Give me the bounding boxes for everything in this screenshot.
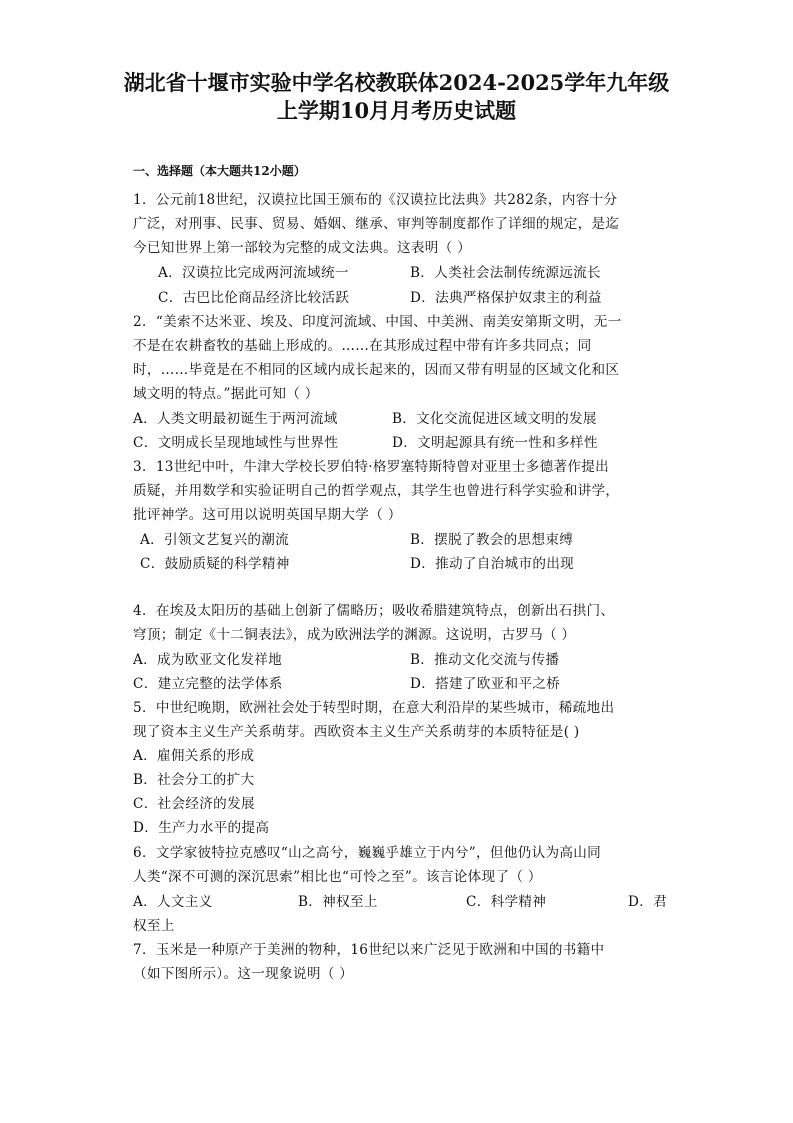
q4-option-b: B．推动文化交流与传播 [410, 652, 560, 668]
q5-line: 5．中世纪晚期，欧洲社会处于转型时期，在意大利沿岸的某些城市，稀疏地出 [133, 700, 615, 716]
q1-option-b: B．人类社会法制传统源远流长 [410, 265, 601, 281]
q2-line: 时，……毕竟是在不相同的区域内成长起来的，因而又带有明显的区域文化和区 [133, 362, 620, 378]
q2-line: 域文明的特点。”据此可知（ ） [133, 386, 319, 402]
q3-option-c: C．鼓励质疑的科学精神 [140, 556, 290, 572]
q7-line: （如下图所示）。这一现象说明（ ） [133, 966, 354, 982]
q5-option-a: A．雇佣关系的形成 [133, 748, 255, 764]
q6-option-d-continued: 权至上 [133, 918, 175, 934]
q6-option-c: C．科学精神 [466, 894, 547, 910]
q4-line: 穹顶；制定《十二铜表法》，成为欧洲法学的渊源。这说明，古罗马（ ） [133, 627, 576, 643]
q3-option-a: A．引领文艺复兴的潮流 [140, 532, 290, 548]
q7-line: 7．玉米是一种原产于美洲的物种，16世纪以来广泛见于欧洲和中国的书籍中 [133, 942, 605, 958]
q3-option-d: D．推动了自治城市的出现 [410, 556, 575, 572]
q6-option-d: D．君 [628, 894, 667, 910]
q2-option-b: B．文化交流促进区域文明的发展 [392, 411, 597, 427]
q2-option-d: D．文明起源具有统一性和多样性 [392, 435, 598, 451]
q1-line: 1．公元前18世纪，汉谟拉比国王颁布的《汉谟拉比法典》共282条，内容十分 [133, 192, 618, 208]
q6-line: 6．文学家彼特拉克感叹“山之高兮，巍巍乎雄立于内兮”，但他仍认为高山同 [133, 845, 602, 861]
q1-option-d: D．法典严格保护奴隶主的利益 [410, 290, 602, 306]
q4-option-c: C．建立完整的法学体系 [133, 676, 283, 692]
doc-title-line2: 上学期10月月考历史试题 [276, 98, 517, 123]
q1-option-c: C．古巴比伦商品经济比较活跃 [158, 290, 350, 306]
q4-line: 4．在埃及太阳历的基础上创新了儒略历；吸收希腊建筑特点，创新出石拱门、 [133, 603, 615, 619]
q5-option-d: D．生产力水平的提高 [133, 820, 270, 836]
q2-line: 2．“美索不达米亚、埃及、印度河流域、中国、中美洲、南美安第斯文明，无一 [133, 314, 622, 330]
q1-line: 广泛，对刑事、民事、贸易、婚姻、继承、审判等制度都作了详细的规定，是迄 [133, 216, 620, 232]
q4-option-d: D．搭建了欧亚和平之桥 [410, 676, 561, 692]
q2-option-a: A．人类文明最初诞生于两河流域 [133, 411, 338, 427]
q3-line: 批评神学。这可用以说明英国早期大学（ ） [133, 507, 402, 523]
q6-line: 人类“深不可测的深沉思索”相比也“可怜之至”。该言论体现了（ ） [133, 869, 542, 885]
section-heading: 一、选择题（本大题共12小题） [133, 164, 306, 178]
q1-option-a: A．汉谟拉比完成两河流域统一 [158, 265, 349, 281]
q3-option-b: B．摆脱了教会的思想束缚 [410, 532, 574, 548]
q5-option-b: B．社会分工的扩大 [133, 772, 255, 788]
q2-line: 不是在农耕畜牧的基础上形成的。……在其形成过程中带有许多共同点；同 [133, 338, 592, 354]
q5-option-c: C．社会经济的发展 [133, 796, 255, 812]
q4-option-a: A．成为欧亚文化发祥地 [133, 652, 283, 668]
q2-option-c: C．文明成长呈现地域性与世界性 [133, 435, 339, 451]
q3-line: 质疑，并用数学和实验证明自己的哲学观点，其学生也曾进行科学实验和讲学， [133, 483, 620, 499]
q6-option-a: A．人文主义 [133, 894, 213, 910]
q3-line: 3．13世纪中叶，牛津大学校长罗伯特·格罗塞特斯特曾对亚里士多德著作提出 [133, 459, 610, 475]
q5-line: 现了资本主义生产关系萌芽。西欧资本主义生产关系萌芽的本质特征是( ) [133, 724, 580, 740]
doc-title-line1: 湖北省十堰市实验中学名校教联体2024-2025学年九年级 [123, 70, 670, 95]
q6-option-b: B．神权至上 [298, 894, 378, 910]
q1-line: 今已知世界上第一部较为完整的成文法典。这表明（ ） [133, 240, 472, 256]
